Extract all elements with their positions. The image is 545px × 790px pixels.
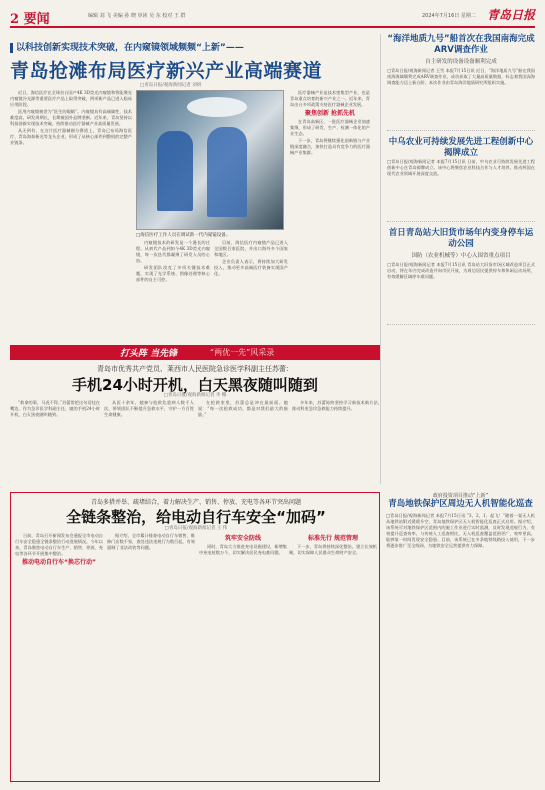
boxed-story — [10, 492, 380, 782]
top-story-title: 青岛抢滩布局医疗新兴产业高端赛道 — [10, 60, 323, 82]
masthead — [10, 6, 535, 28]
mid-story-column: 在抢救室里，苏蕾总是冲在最前面。她说：“每一次抢救成功，都是对我们最大的鼓励。” — [198, 400, 288, 417]
right-news-column — [380, 34, 535, 484]
newspaper-logo: 青岛日报 — [486, 8, 535, 22]
boxed-story-byline: □青岛日报/观海新闻记者 王 伟 — [164, 526, 228, 531]
surgical-light — [187, 97, 247, 117]
mid-story-title: 手机24小时开机，白天黑夜随叫随到 — [72, 376, 318, 394]
news-brief — [387, 34, 535, 131]
boxed-story-column: 据介绍，全市累计排查电动自行车销售、维修门店数千家，查处违法违规行为数百起，有效遏制了非法改装等问题。 — [107, 533, 195, 550]
mid-story-column: 多年来，苏蕾始终坚持学习新技术新方法，推动科室急诊急救能力持续提升。 — [292, 400, 382, 411]
brief-title: “海洋地质九号”船首次在我国南海完成ARV调查作业 — [387, 34, 535, 55]
photo-caption: □海信医疗工作人员在调试新一代内窥镜设备。 — [136, 233, 231, 238]
section-banner — [10, 345, 380, 360]
mid-story-column: “救命的事，马虎不得。”苏蕾常把这句话挂在嘴边。作为急诊医学科副主任，她的手机24小时开机，白天黑夜随叫随到。 — [10, 400, 100, 417]
news-brief — [387, 228, 535, 325]
top-story-byline: □青岛日报/观海新闻记者 刘妍 — [140, 83, 202, 88]
editor-strip: 编辑 刘 飞 美编 孙 晓 审读 吴 东 校对 王 群 — [88, 13, 186, 19]
top-story-column-d: 医疗器械产业是技术密集型产业，也是青岛重点培育的新兴产业之一。近年来，青岛出台多项政策支持医疗器械企业发展。 聚焦创新 抢抓先机 在青岛高新区，一批医疗器械企业加速集聚，形成了研发、生产、检测一体化的产业生态。 下一步，青岛将继续强化创新链与产业链深度融合，加快打造具有竞争力的医疗器械产业集群。 — [290, 90, 370, 155]
boxed-story-column: 日前，青岛召开新闻发布会通报全市电动自行车安全隐患全链条整治行动进展情况。今年以来，青岛聚焦电动自行车生产、销售、停放、充电等各环节开展集中整治。 推动电动自行车“换芯行动” — [15, 533, 103, 566]
right-bottom-body: □青岛日报/观海新闻记者 本报7月15日讯 “3，2，1，起飞！”随着一架无人机从地铁站附近缓缓升空，青岛地铁保护区无人机智能化巡查正式启用。据介绍，该系统可对地铁保护区范围内的施工作业进行实时监测，及时发现违规行为，有效提升巡查效率。与传统人工巡查相比，无人机巡查覆盖范围更广、效率更高，能够第一时间发现安全隐患。目前，该系统已在多条地铁线路投入使用，下一步将逐步推广至全线网，为地铁安全运营提供有力保障。 — [386, 513, 535, 548]
banner-slogan: 打头阵 当先锋 — [120, 349, 178, 359]
mid-story-column: 从医十余年，她参与抢救危重病人数千人次，带领团队不断提升急救水平，守护一方百姓生命健康。 — [104, 400, 194, 417]
column-subhead: 推动电动自行车“换芯行动” — [22, 559, 96, 566]
boxed-story-column: 筑牢安全防线 同时，青岛大力推进充电设施建设，新增集中充电桩数万个，切实解决居民充电难问题。 — [199, 535, 287, 555]
news-brief — [387, 137, 535, 222]
brief-subtitle: 国防（农业机械等）中心入围省重点项目 — [411, 253, 511, 259]
right-bottom-story — [386, 492, 535, 782]
brief-body: □青岛日报/观海新闻记者 王雪 本报7月15日讯 近日，“海洋地质九号”船在我国南海海域顺利完成ARV调查作业，成功获取了大量高质量数据，标志着我国深海调查能力迈上新台阶。本次作业由青岛海洋地质研究所组织实施。 — [387, 68, 535, 85]
top-story-kicker: 以科技创新实现技术突破，在内窥镜领域频频“上新”—— — [10, 40, 370, 53]
brief-subtitle: 自主研发的设备设备顺利完成 — [425, 59, 497, 65]
banner-tag: “两优一先”风采录 — [210, 348, 275, 357]
issue-date: 2024年7月16日 星期二 — [422, 13, 476, 19]
kicker-bar — [10, 43, 13, 53]
right-bottom-title: 青岛地铁保护区周边无人机智能化巡查 — [388, 499, 533, 509]
brief-title: 中乌农业可持续发展先进工程创新中心揭牌成立 — [388, 137, 534, 158]
photo-figure — [157, 131, 193, 211]
column-subhead: 标准先行 规范管理 — [307, 535, 359, 542]
boxed-story-title: 全链条整治，给电动自行车安全“加码” — [66, 508, 326, 526]
top-story-column-c: 目前，海信医疗内窥镜产品已进入全国数百家医院，并出口海外多个国家和地区。 企业负责人表示，将持续加大研发投入，推动更多高端医疗装备实现国产化。 — [214, 240, 288, 276]
brief-title: 首日青岛站大旧货市场年内变身停车运动公园 — [388, 228, 534, 249]
brief-body: □青岛日报/观海新闻记者 本报7月15日讯 日前，中乌农业可持续发展先进工程创新中心在青岛揭牌成立。该中心将聚焦农业科技合作与人才培养，推动两国在现代农业领域开展深度交流。 — [387, 159, 535, 176]
top-story-column-a: 近日，海信医疗在全球首台国产4K 3D荧光内窥镜和智能聚光内窥镜冷光源等重要医疗产品上取得突破，两项新产品已进入临床应用阶段。 医用内窥镜被誉为“医生的眼睛”。内窥镜具有高端属性，技术难度高，研发周期长，长期被国外品牌垄断。近年来，青岛坚持以科技创新实现技术突破，持续推动医疗器械产业高质量发展。 从无到有，在这片医疗器械细分赛道上，青岛已布局海信医疗、青岛海泰新光等龙头企业，形成了从核心部件到整机的完整产业链条。 — [10, 90, 132, 145]
boxed-story-column: 标准先行 规范管理 下一步，青岛将持续深化整治，建立长效机制，切实保障人民群众生命财产安全。 — [289, 535, 377, 555]
top-story-column-b: 内窥镜技术的研发是一个漫长的过程。从初代产品到如今4K 3D荧光内窥镜，每一次迭代都凝聚了研发人员的心血。 研发团队攻克了多项关键技术难题，实现了光学系统、图像处理等核心部件的自主可控。 — [136, 240, 210, 282]
brief-body: □青岛日报/观海新闻记者 本报7月15日讯 青岛站大旧货市场区域改造项目正式启动，将在年内完成改造并向市民开放，为周边居民提供停车和休闲运动场所，有效缓解区域停车难问题。 — [387, 262, 535, 279]
boxed-story-kicker: 青岛多措并举、疏堵结合，着力解决生产、销售、停放、充电等各环节突出问题 — [90, 499, 301, 506]
mid-story-kicker: 青岛市优秀共产党员、莱西市人民医院急诊医学科副主任苏蕾： — [97, 365, 293, 373]
photo-figure — [207, 127, 247, 217]
page-number: 2 要闻 — [10, 12, 50, 27]
column-subhead: 筑牢安全防线 — [224, 535, 261, 542]
mid-story-byline: □青岛日报/观海新闻记者 李 娜 — [163, 393, 227, 398]
column-subhead: 聚焦创新 抢抓先机 — [304, 110, 356, 117]
top-story-photo — [136, 90, 284, 230]
right-bottom-kicker: 政府投资项目推动“上新” — [432, 493, 489, 499]
